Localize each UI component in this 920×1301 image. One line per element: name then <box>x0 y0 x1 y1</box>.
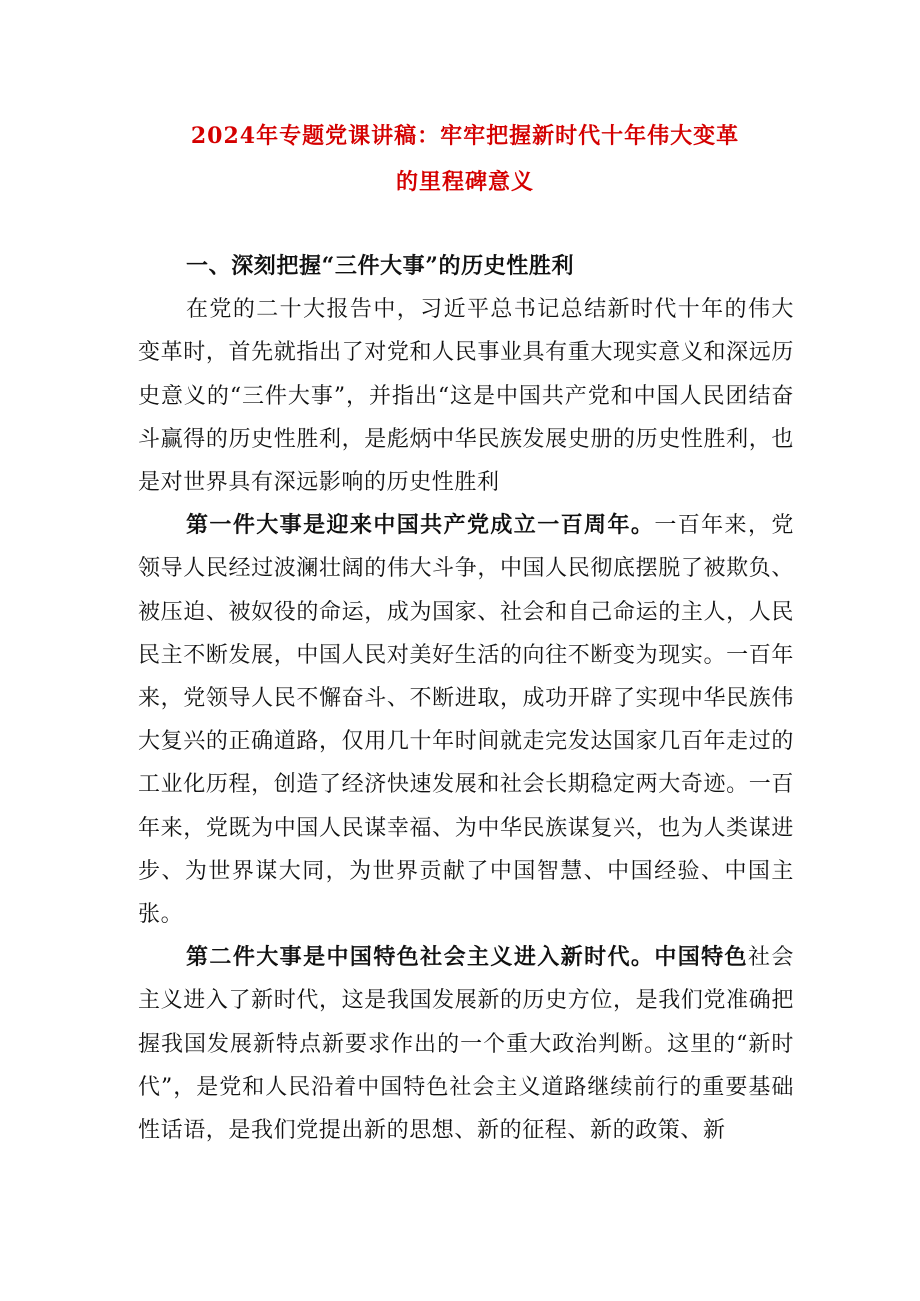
paragraph-3-body: 社会主义进入了新时代，这是我国发展新的历史方位，是我们党准确把握我国发展新特点新要求作出的一个重大政治判断。这里的“新时代”，是党和人民沿着中国特色社会主义道路继续前行的重要基础性话语，是我们党提出新的思想、新的征程、新的政策、新 <box>138 945 795 1144</box>
paragraph-2 <box>138 504 794 936</box>
document-title-line-1: 2024年专题党课讲稿：牢牢把握新时代十年伟大变革 <box>190 123 740 149</box>
document-title-line-2: 的里程碑意义 <box>395 169 534 195</box>
paragraph-2-body: 一百年来，党领导人民经过波澜壮阔的伟大斗争，中国人民彻底摆脱了被欺负、被压迫、被奴役的命运，成为国家、社会和自己命运的主人，人民民主不断发展，中国人民对美好生活的向往不断变为现实。一百年来，党领导人民不懈奋斗、不断进取，成功开辟了实现中华民族伟大复兴的正确道路，仅用几十年时间就走完发达国家几百年走过的工业化历程，创造了经济快速发展和社会长期稳定两大奇迹。一百年来，党既为中国人民谋幸福、为中华民族谋复兴，也为人类谋进步、为世界谋大同，为世界贡献了中国智慧、中国经验、中国主张。 <box>138 513 794 928</box>
paragraph-2-lead: 第一件大事是迎来中国共产党成立一百周年。 <box>186 512 655 539</box>
paragraph-3 <box>138 936 794 1152</box>
document-body <box>138 245 794 1152</box>
paragraph-1: 在党的二十大报告中，习近平总书记总结新时代十年的伟大变革时，首先就指出了对党和人民事业具有重大现实意义和深远历史意义的“三件大事”，并指出“这是中国共产党和中国人民团结奋斗赢得的历史性胜利，是彪炳中华民族发展史册的历史性胜利，也是对世界具有深远影响的历史性胜利 <box>138 297 794 496</box>
section-1-heading: 一、深刻把握“三件大事”的历史性胜利 <box>186 253 575 279</box>
paragraph-3-lead: 第二件大事是中国特色社会主义进入新时代。中国特色 <box>186 944 748 971</box>
